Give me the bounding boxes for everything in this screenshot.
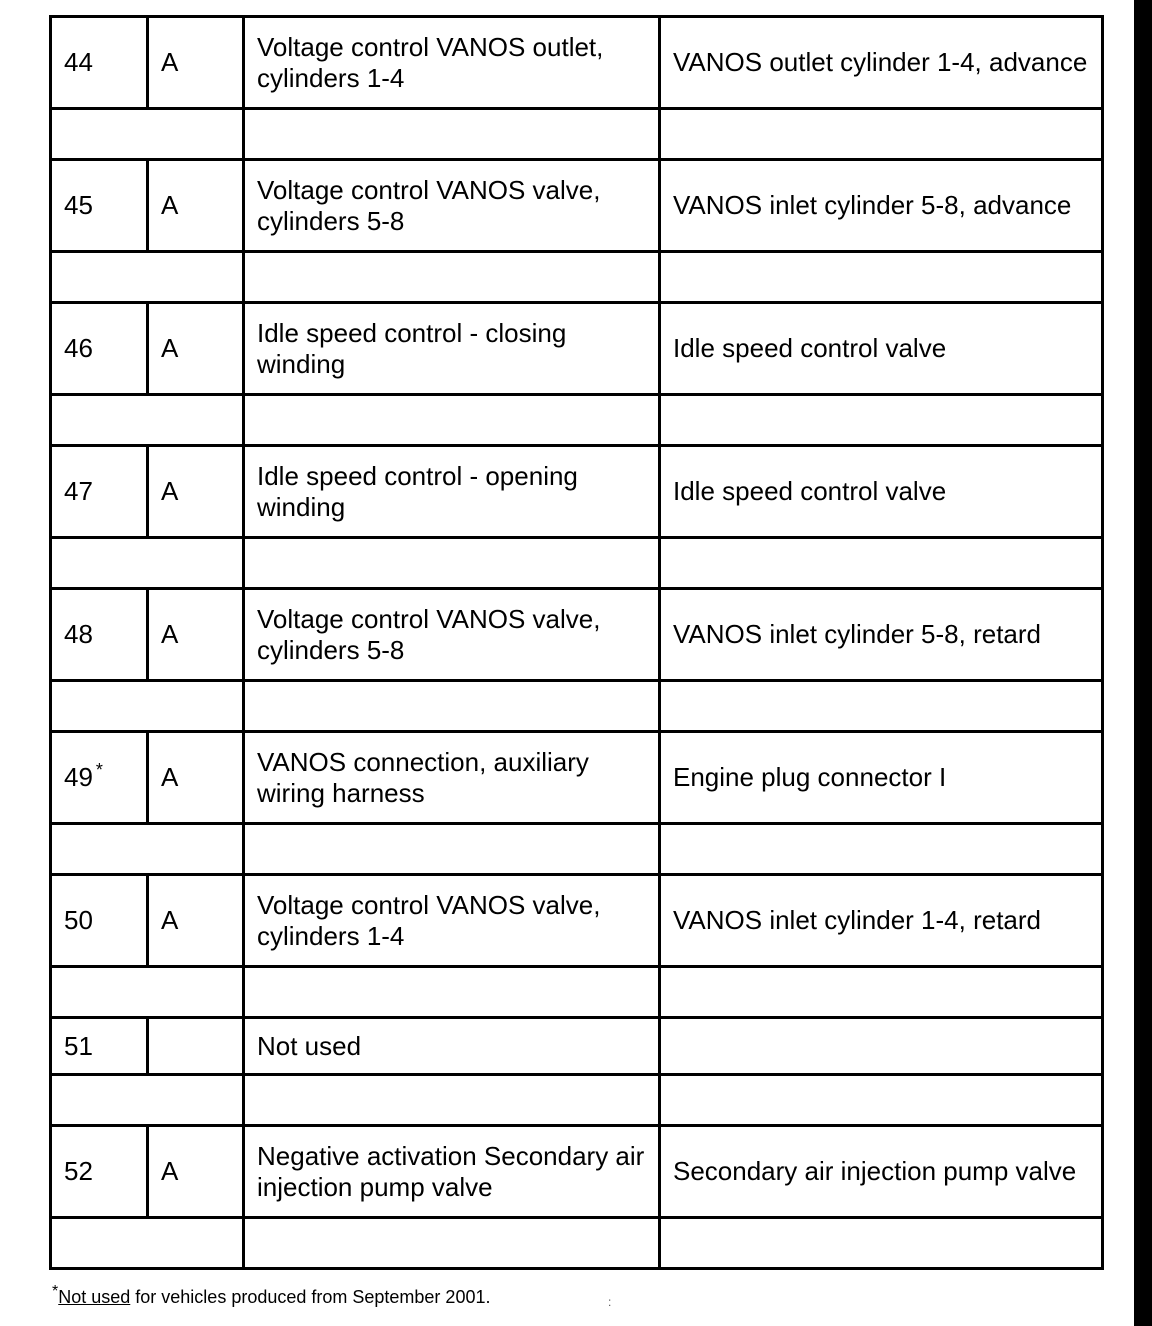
pin-number: 45 <box>51 160 148 252</box>
pin-type: A <box>148 17 244 109</box>
spacer-row <box>51 538 1103 589</box>
footnote <box>52 1283 491 1308</box>
pin-number: 52 <box>51 1126 148 1218</box>
pin-component: Engine plug connector I <box>660 732 1103 824</box>
pin-number: 46 <box>51 303 148 395</box>
spacer-row <box>51 967 1103 1018</box>
footnote-emphasis: Not used <box>58 1287 131 1307</box>
table-row <box>51 589 1103 681</box>
pin-type: A <box>148 303 244 395</box>
pin-number: 49 <box>64 762 93 792</box>
table-row <box>51 446 1103 538</box>
scan-edge-bar <box>1134 0 1152 1326</box>
table-row <box>51 1018 1103 1075</box>
spacer-row <box>51 395 1103 446</box>
pin-description: Voltage control VANOS valve, cylinders 5-8 <box>244 160 660 252</box>
pin-number: 51 <box>51 1018 148 1075</box>
spacer-row <box>51 252 1103 303</box>
spacer-row <box>51 681 1103 732</box>
pin-type: A <box>148 446 244 538</box>
pin-component <box>660 1018 1103 1075</box>
pin-component: Idle speed control valve <box>660 446 1103 538</box>
footnote-marker: * <box>52 1283 59 1300</box>
stray-scan-mark: : <box>608 1295 612 1309</box>
table-row <box>51 732 1103 824</box>
pin-component: VANOS inlet cylinder 1-4, retard <box>660 875 1103 967</box>
pin-component: VANOS inlet cylinder 5-8, retard <box>660 589 1103 681</box>
pin-number: 44 <box>51 17 148 109</box>
spacer-row <box>51 1075 1103 1126</box>
pin-number: 48 <box>51 589 148 681</box>
pin-type: A <box>148 160 244 252</box>
pin-description: Idle speed control - closing winding <box>244 303 660 395</box>
pin-description: Voltage control VANOS outlet, cylinders 1-4 <box>244 17 660 109</box>
pin-type: A <box>148 1126 244 1218</box>
pin-number: 47 <box>51 446 148 538</box>
spacer-row <box>51 109 1103 160</box>
pin-component: Secondary air injection pump valve <box>660 1126 1103 1218</box>
pin-assignment-table <box>49 15 1104 1270</box>
pin-description: Idle speed control - opening winding <box>244 446 660 538</box>
spacer-row <box>51 824 1103 875</box>
pin-number: 50 <box>51 875 148 967</box>
pin-description: Not used <box>244 1018 660 1075</box>
footnote-marker: * <box>95 760 103 781</box>
table-row <box>51 303 1103 395</box>
pin-description: Negative activation Secondary air injection pump valve <box>244 1126 660 1218</box>
table-row <box>51 875 1103 967</box>
footnote-text: for vehicles produced from September 2001. <box>130 1287 491 1307</box>
pin-type: A <box>148 589 244 681</box>
pin-component: Idle speed control valve <box>660 303 1103 395</box>
pin-component: VANOS inlet cylinder 5-8, advance <box>660 160 1103 252</box>
pin-type <box>148 1018 244 1075</box>
pin-description: Voltage control VANOS valve, cylinders 1-4 <box>244 875 660 967</box>
table-row <box>51 1126 1103 1218</box>
table-row <box>51 160 1103 252</box>
pin-component: VANOS outlet cylinder 1-4, advance <box>660 17 1103 109</box>
pin-number-cell <box>51 732 148 824</box>
table-row <box>51 17 1103 109</box>
pin-type: A <box>148 875 244 967</box>
pin-description: Voltage control VANOS valve, cylinders 5-8 <box>244 589 660 681</box>
pin-description: VANOS connection, auxiliary wiring harness <box>244 732 660 824</box>
pin-type: A <box>148 732 244 824</box>
spacer-row <box>51 1218 1103 1269</box>
